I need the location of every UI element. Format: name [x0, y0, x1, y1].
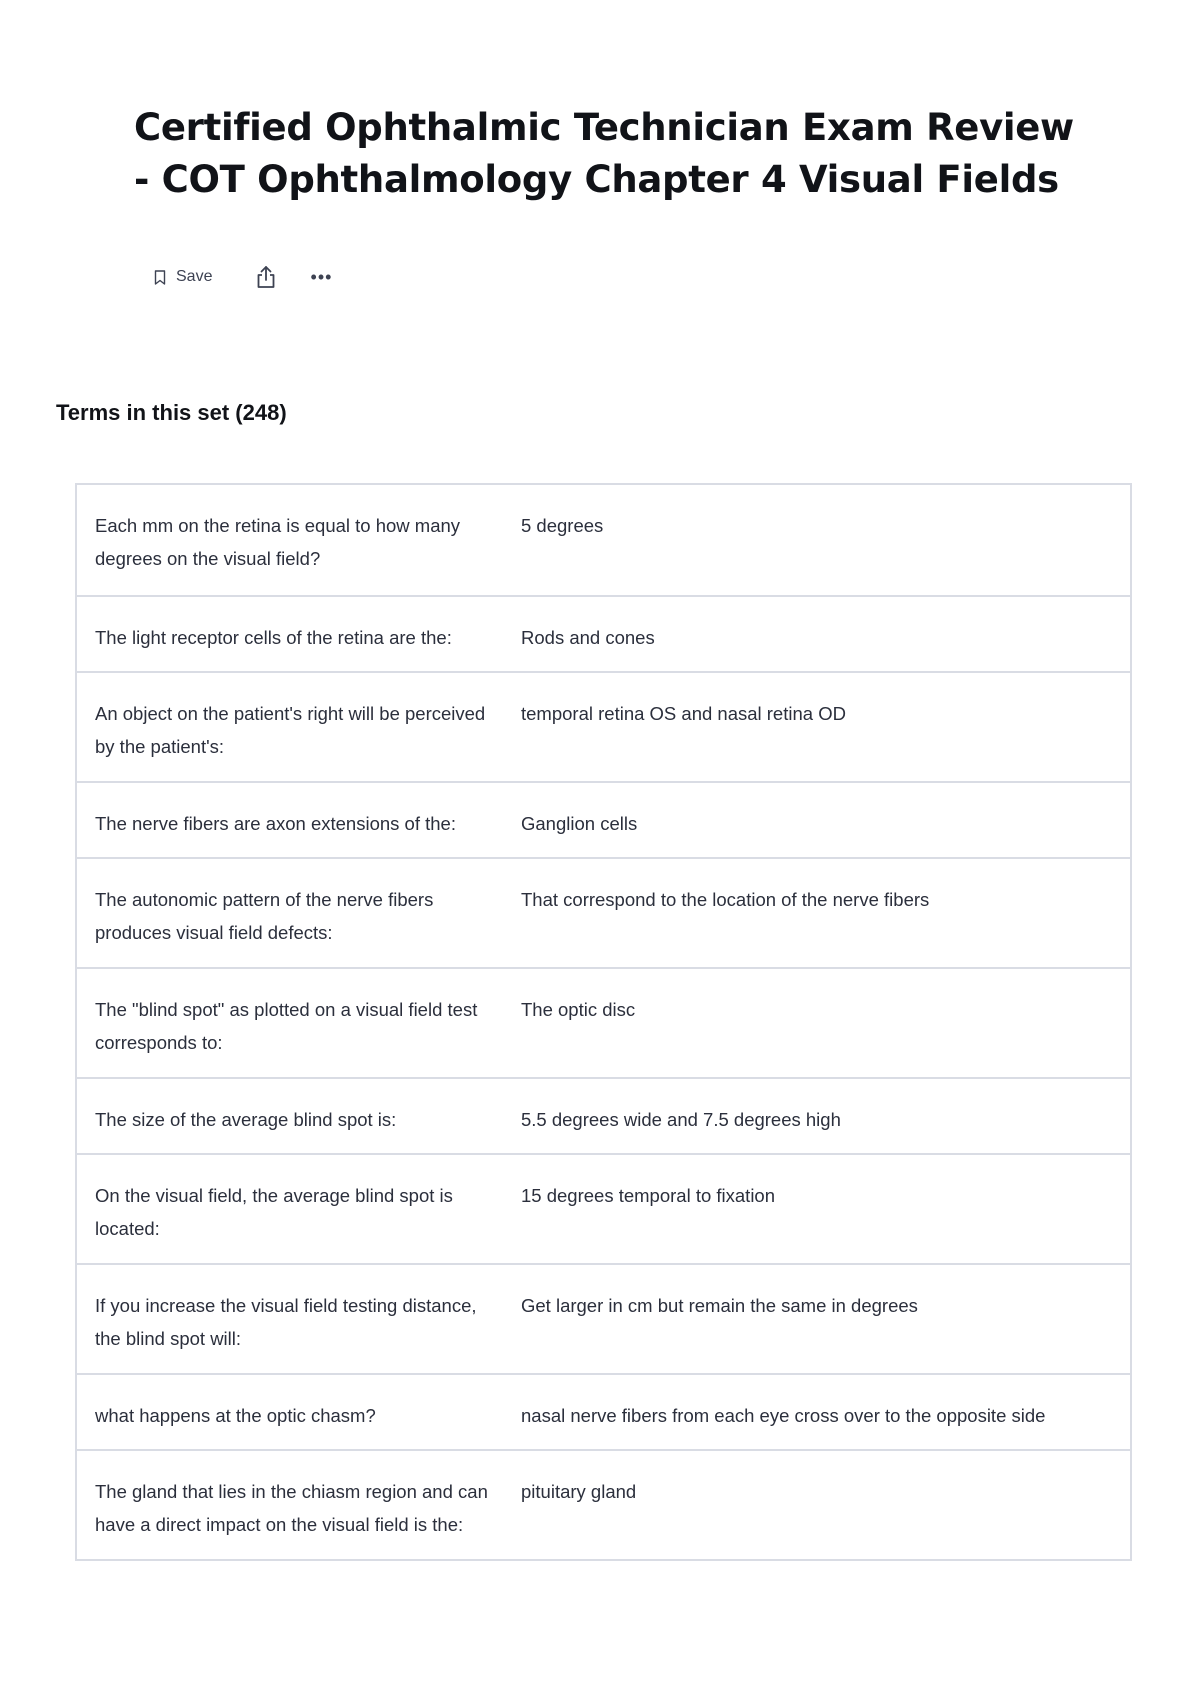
term-row — [77, 781, 1130, 857]
term-text: The "blind spot" as plotted on a visual field test corresponds to: — [95, 999, 478, 1053]
definition-text: nasal nerve fibers from each eye cross over to the opposite side — [521, 1405, 1046, 1426]
share-button[interactable] — [254, 263, 278, 291]
more-dots-icon: ••• — [310, 266, 333, 287]
term-row — [77, 1263, 1130, 1373]
share-icon — [255, 264, 277, 290]
term-text: The size of the average blind spot is: — [95, 1109, 397, 1130]
definition-text: temporal retina OS and nasal retina OD — [521, 703, 846, 724]
set-toolbar — [154, 260, 334, 294]
term-row — [77, 1449, 1130, 1559]
definition-text: 15 degrees temporal to fixation — [521, 1185, 776, 1206]
terms-table — [75, 483, 1132, 1561]
term-row — [77, 1153, 1130, 1263]
page-title: Certified Ophthalmic Technician Exam Review - COT Ophthalmology Chapter 4 Visual Fields — [134, 106, 1074, 201]
term-row — [77, 671, 1130, 781]
bookmark-icon — [154, 270, 166, 285]
save-button[interactable] — [154, 268, 212, 286]
term-text: On the visual field, the average blind spot is located: — [95, 1185, 453, 1239]
term-text: The nerve fibers are axon extensions of the: — [95, 813, 456, 834]
term-row — [77, 595, 1130, 671]
definition-text: pituitary gland — [521, 1481, 637, 1502]
term-row — [77, 1077, 1130, 1153]
definition-text: 5.5 degrees wide and 7.5 degrees high — [521, 1109, 841, 1130]
term-text: what happens at the optic chasm? — [95, 1405, 376, 1426]
save-label: Save — [176, 268, 213, 285]
term-row — [77, 485, 1130, 595]
term-text: If you increase the visual field testing distance, the blind spot will: — [95, 1295, 477, 1349]
terms-heading: Terms in this set (248) — [56, 400, 287, 425]
definition-text: Rods and cones — [521, 627, 655, 648]
definition-text: Ganglion cells — [521, 813, 638, 834]
definition-text: Get larger in cm but remain the same in degrees — [521, 1295, 918, 1316]
term-text: An object on the patient's right will be perceived by the patient's: — [95, 703, 486, 757]
term-text: Each mm on the retina is equal to how many degrees on the visual field? — [95, 515, 461, 569]
term-row — [77, 967, 1130, 1077]
term-text: The autonomic pattern of the nerve fibers produces visual field defects: — [95, 889, 434, 943]
term-row — [77, 1373, 1130, 1449]
term-text: The light receptor cells of the retina are the: — [95, 627, 452, 648]
term-row — [77, 857, 1130, 967]
definition-text: That correspond to the location of the nerve fibers — [521, 889, 930, 910]
definition-text: The optic disc — [521, 999, 636, 1020]
more-options-button[interactable] — [308, 267, 334, 287]
definition-text: 5 degrees — [521, 515, 604, 536]
term-text: The gland that lies in the chiasm region and can have a direct impact on the visual field is the: — [95, 1481, 488, 1535]
